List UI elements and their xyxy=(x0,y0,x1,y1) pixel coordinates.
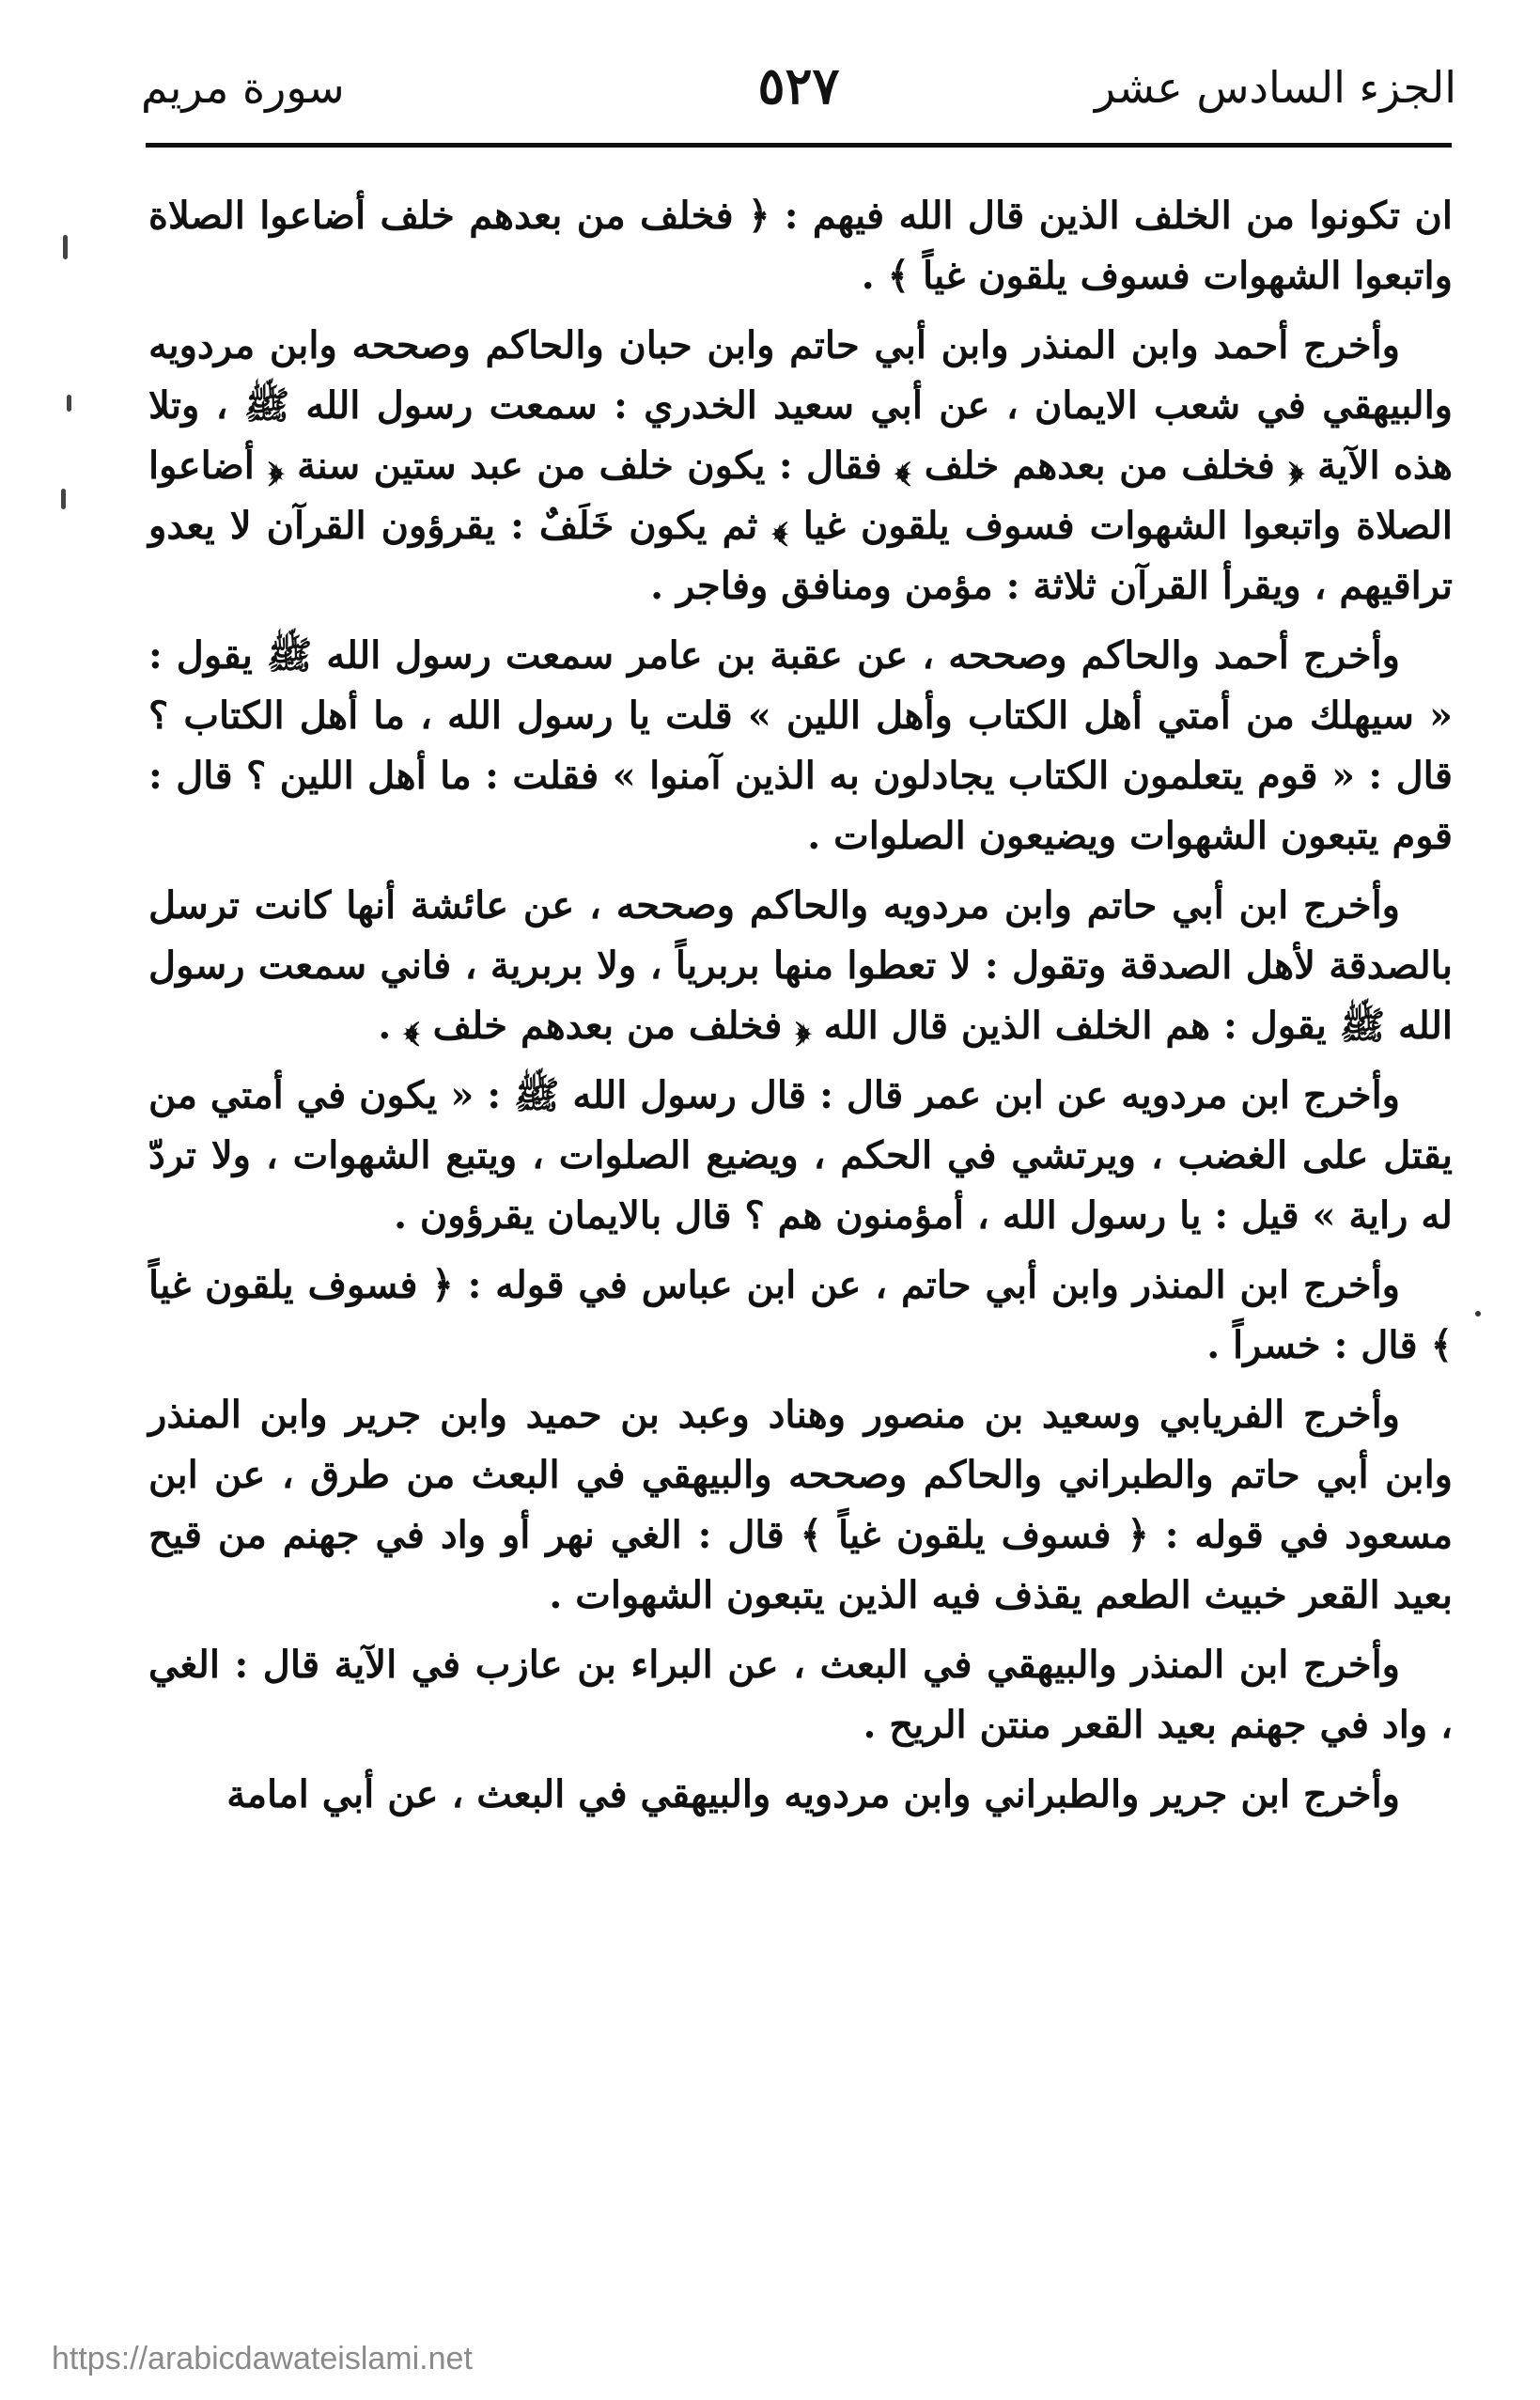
page-header xyxy=(141,52,1456,136)
page-number: ٥٢٧ xyxy=(757,55,840,116)
part-title: الجزء السادس عشر xyxy=(1094,62,1456,113)
paragraph-6: وأخرج ابن المنذر وابن أبي حاتم ، عن ابن عباس في قوله : ﴿ فسوف يلقون غياً ﴾ قال : خسراً . xyxy=(148,1263,1453,1367)
paragraph-8: وأخرج ابن المنذر والبيهقي في البعث ، عن البراء بن عازب في الآية قال : الغي ، واد في جهنم بعيد القعر منتن الريح . xyxy=(148,1643,1453,1747)
header-divider xyxy=(146,143,1452,148)
margin-mark xyxy=(61,489,66,509)
paragraph-5: وأخرج ابن مردويه عن ابن عمر قال : قال رسول الله ﷺ : « يكون في أمتي من يقتل على الغضب ، ويرتشي في الحكم ، ويضيع الصلوات ، ويتبع الشهوات ، ولا تردّ له راية » قيل : يا رسول الله ، أمؤمنون هم ؟ قال بالايمان يقرؤون . xyxy=(148,1073,1453,1238)
main-text xyxy=(148,186,1453,1834)
paragraph-2: وأخرج أحمد وابن المنذر وابن أبي حاتم وابن حبان والحاكم وصححه وابن مردويه والبيهقي في شعب الايمان ، عن أبي سعيد الخدري : سمعت رسول الله ﷺ ، وتلا هذه الآية ﴿ فخلف من بعدهم خلف ﴾ فقال : يكون خلف من عبد ستين سنة ﴿ أضاعوا الصلاة واتبعوا الشهوات فسوف يلقون غيا ﴾ ثم يكون خَلَفٌ : يقرؤون القرآن لا يعدو تراقيهم ، ويقرأ القرآن ثلاثة : مؤمن ومنافق وفاجر . xyxy=(148,323,1453,608)
paragraph-3: وأخرج أحمد والحاكم وصححه ، عن عقبة بن عامر سمعت رسول الله ﷺ يقول : « سيهلك من أمتي أهل الكتاب وأهل اللين » قلت يا رسول الله ، ما أهل الكتاب ؟ قال : « قوم يتعلمون الكتاب يجادلون به الذين آمنوا » فقلت : ما أهل اللين ؟ قال : قوم يتبعون الشهوات ويضيعون الصلوات . xyxy=(148,633,1453,858)
margin-dot xyxy=(1475,1311,1481,1317)
margin-mark xyxy=(63,235,68,259)
paragraph-1: ان تكونوا من الخلف الذين قال الله فيهم : ﴿ فخلف من بعدهم خلف أضاعوا الصلاة واتبعوا الشهوات فسوف يلقون غياً ﴾ . xyxy=(148,194,1453,298)
margin-marks xyxy=(52,207,89,526)
paragraph-7: وأخرج الفريابي وسعيد بن منصور وهناد وعبد بن حميد وابن جرير وابن المنذر وابن أبي حاتم والطبراني والحاكم وصححه والبيهقي في البعث من طرق ، عن ابن مسعود في قوله : ﴿ فسوف يلقون غياً ﴾ قال : الغي نهر أو واد في جهنم من قيح بعيد القعر خبيث الطعم يقذف فيه الذين يتبعون الشهوات . xyxy=(148,1393,1453,1617)
surah-title: سورة مريم xyxy=(141,62,345,113)
paragraph-4: وأخرج ابن أبي حاتم وابن مردويه والحاكم وصححه ، عن عائشة أنها كانت ترسل بالصدقة لأهل الصدقة وتقول : لا تعطوا منها بربرياً ، ولا بربرية ، فاني سمعت رسول الله ﷺ يقول : هم الخلف الذين قال الله ﴿ فخلف من بعدهم خلف ﴾ . xyxy=(148,883,1453,1048)
margin-mark xyxy=(67,395,71,412)
watermark-url: https://arabicdawateislami.net xyxy=(52,2341,473,2377)
paragraph-9: وأخرج ابن جرير والطبراني وابن مردويه والبيهقي في البعث ، عن أبي امامة xyxy=(226,1772,1400,1816)
